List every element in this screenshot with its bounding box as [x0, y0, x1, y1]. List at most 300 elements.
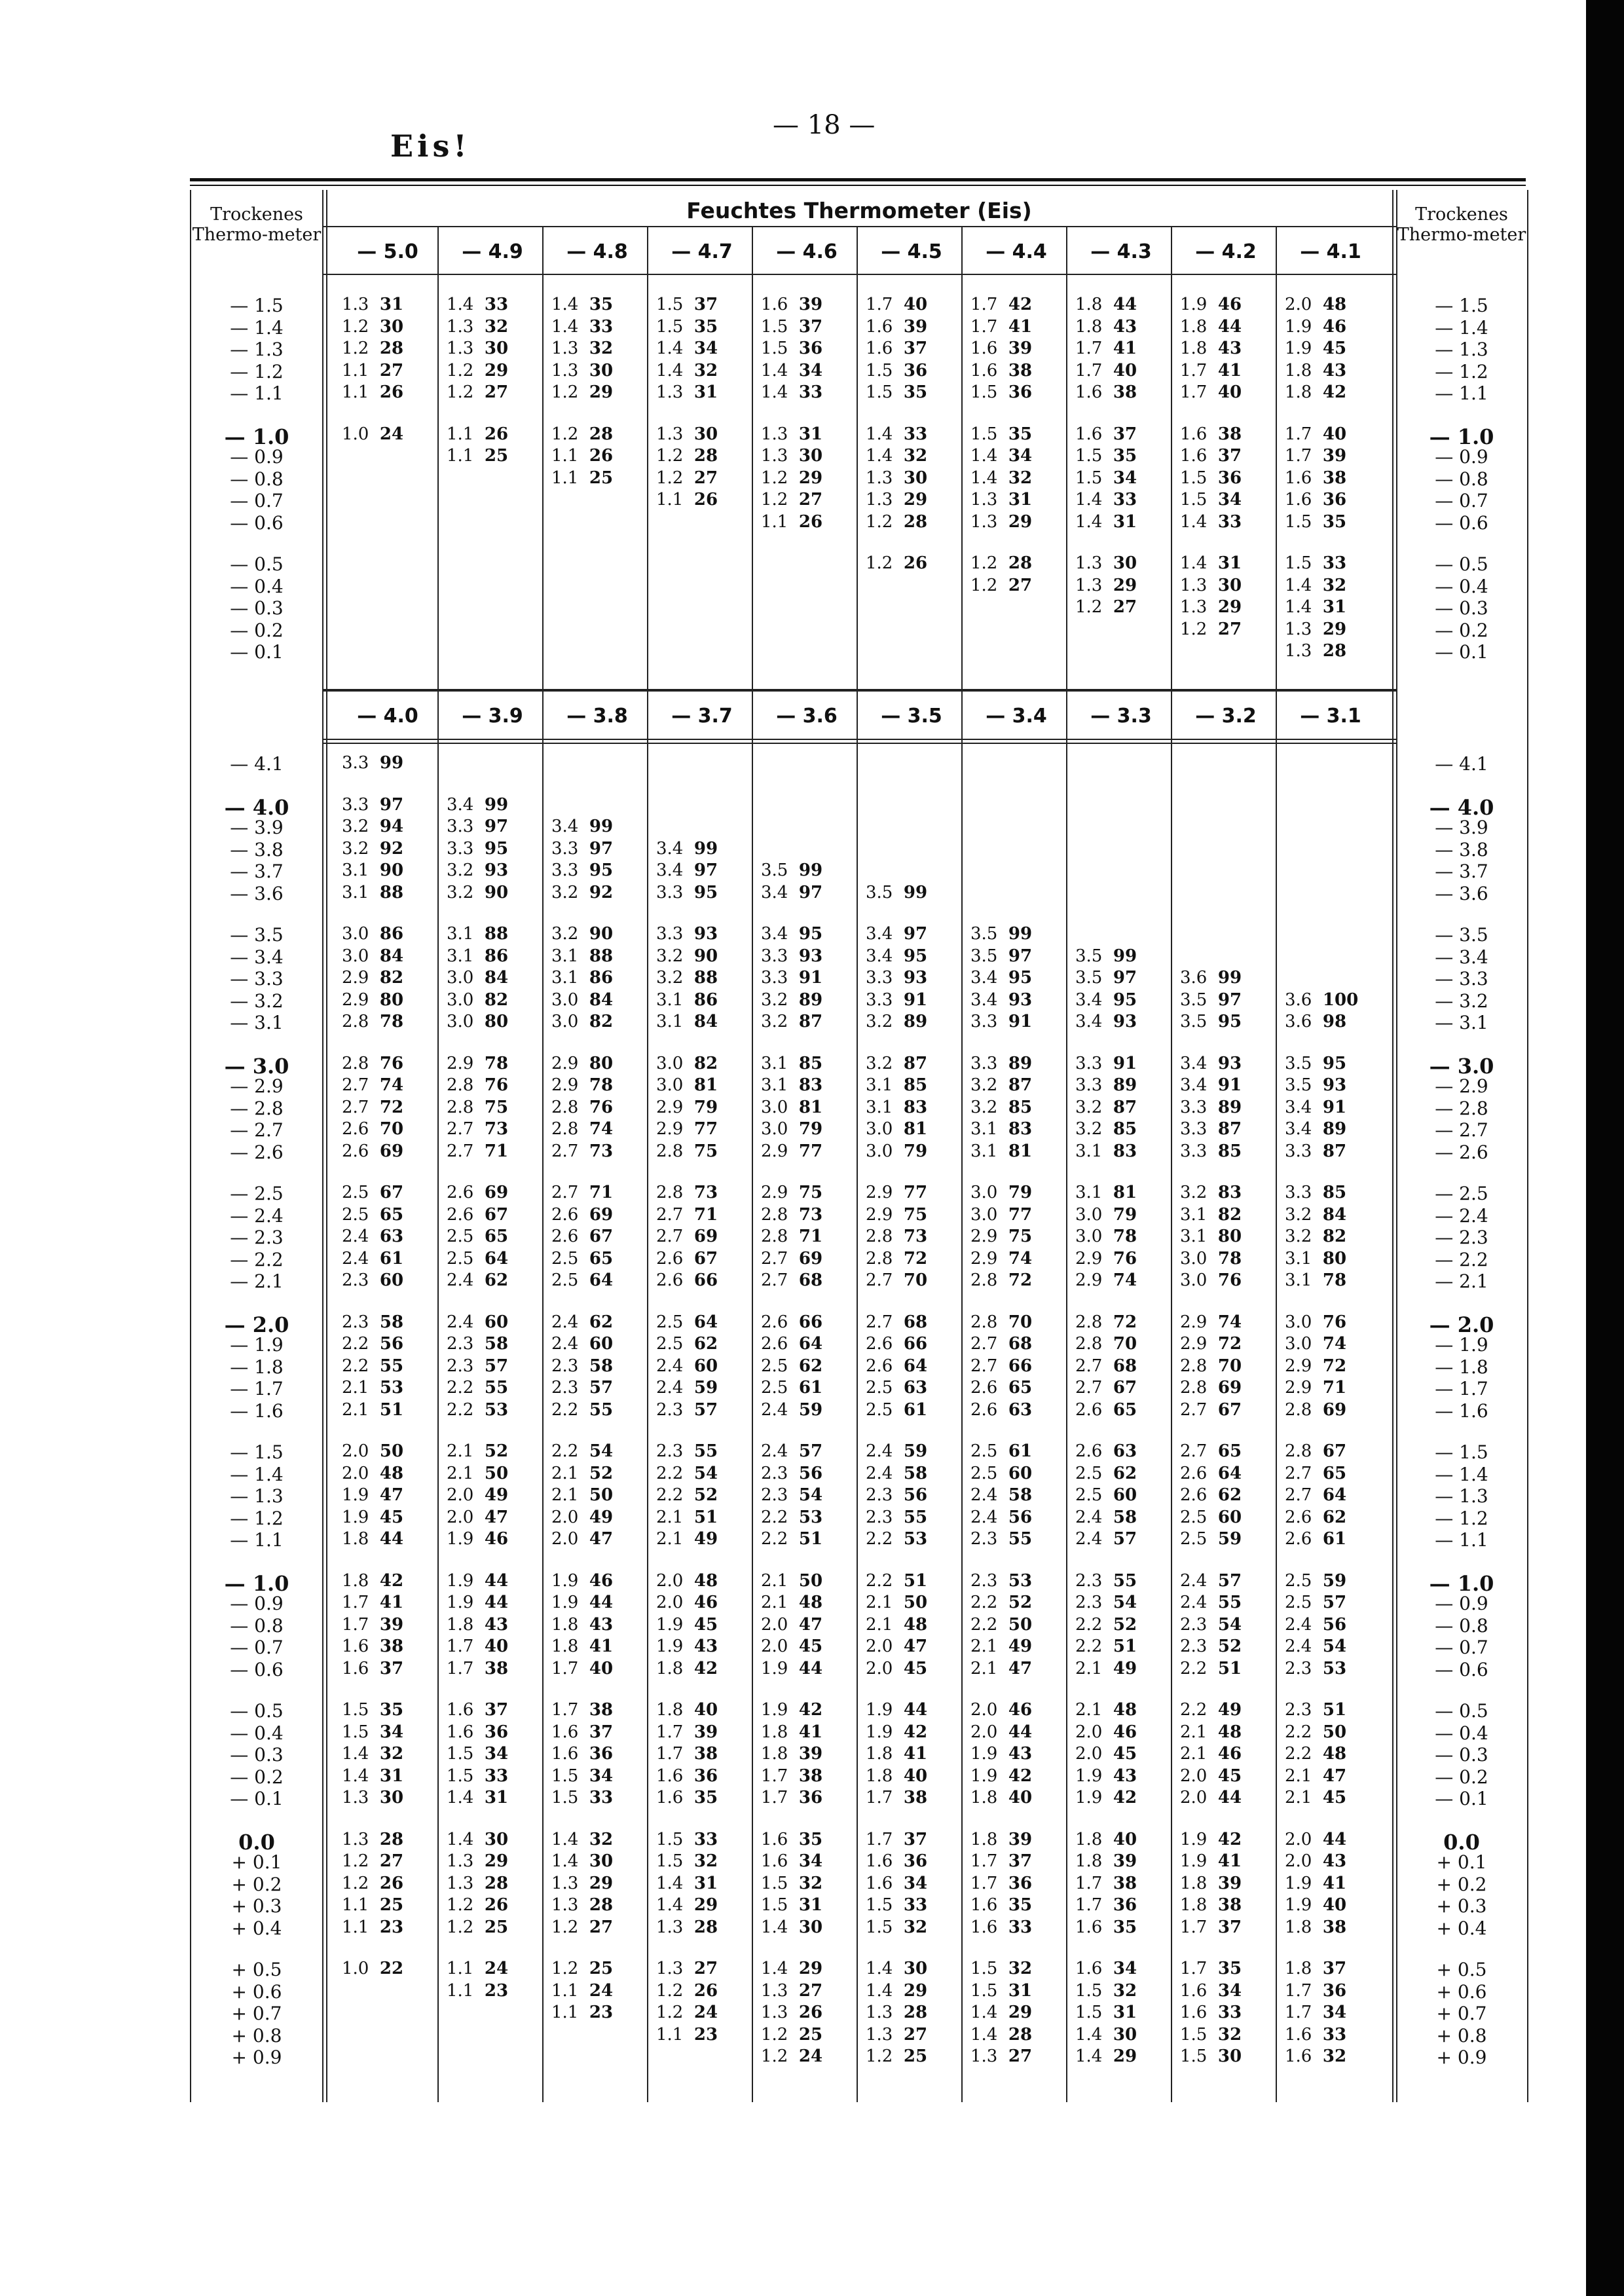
table-cell: [342, 1959, 403, 1978]
vapor-pressure: 1.4: [866, 1980, 904, 2001]
vapor-pressure: 1.8: [447, 1614, 485, 1635]
relative-humidity: 62: [589, 1312, 614, 1332]
table-cell: [1180, 1183, 1242, 1202]
vapor-pressure: 2.8: [447, 1097, 485, 1117]
relative-humidity: 78: [379, 1012, 404, 1031]
table-cell: [551, 1012, 613, 1031]
vapor-pressure: 2.8: [1285, 1399, 1323, 1420]
table-cell: [970, 1508, 1032, 1527]
vapor-pressure: 1.6: [1075, 1959, 1113, 1978]
table-cell: [866, 1700, 927, 1720]
relative-humidity: 32: [1008, 1959, 1033, 1978]
vapor-pressure: 2.8: [342, 1053, 380, 1073]
vapor-pressure: 1.5: [761, 1873, 799, 1893]
relative-humidity: 88: [693, 968, 718, 988]
table-cell: [1180, 1659, 1242, 1678]
relative-humidity: 69: [1217, 1378, 1242, 1398]
vapor-pressure: 2.1: [1180, 1722, 1218, 1742]
relative-humidity: 84: [379, 946, 404, 966]
relative-humidity: 50: [1322, 1722, 1347, 1742]
vapor-pressure: 2.3: [1180, 1614, 1218, 1635]
vapor-pressure: 2.2: [656, 1463, 694, 1483]
vapor-pressure: 1.5: [866, 1895, 904, 1915]
vapor-pressure: 1.1: [342, 1895, 380, 1915]
table-cell: [342, 883, 403, 902]
relative-humidity: 44: [1217, 1788, 1242, 1807]
relative-humidity: 29: [1113, 575, 1137, 595]
table-cell: [342, 1851, 403, 1871]
relative-humidity: 60: [484, 1312, 509, 1332]
table-cell: [866, 361, 927, 380]
vapor-pressure: 3.3: [1285, 1141, 1323, 1161]
dry-temp-label-right: — 2.7: [1435, 1119, 1488, 1141]
relative-humidity: 95: [589, 861, 614, 880]
dry-temp-label-right: — 0.5: [1435, 553, 1488, 575]
vapor-pressure: 3.3: [342, 794, 380, 815]
relative-humidity: 25: [484, 1917, 509, 1937]
relative-humidity: 48: [903, 1614, 928, 1635]
vapor-pressure: 2.7: [447, 1119, 485, 1139]
vapor-pressure: 2.3: [447, 1356, 485, 1376]
table-cell: [866, 1959, 927, 1978]
relative-humidity: 81: [1113, 1183, 1137, 1202]
relative-humidity: 25: [903, 2046, 928, 2066]
relative-humidity: 66: [903, 1334, 928, 1354]
relative-humidity: 82: [693, 1053, 718, 1073]
dry-temp-label-right: — 0.1: [1435, 1788, 1488, 1809]
vapor-pressure: 1.2: [866, 511, 904, 532]
table-cell: [342, 1312, 403, 1332]
vapor-pressure: 1.9: [447, 1529, 485, 1549]
table-cell: [1285, 1571, 1346, 1591]
vapor-pressure: 1.4: [866, 424, 904, 444]
table-cell: [551, 817, 613, 836]
dry-temp-label-right: — 3.4: [1435, 946, 1488, 968]
vapor-pressure: 1.4: [551, 1851, 589, 1871]
table-cell: [656, 1895, 718, 1915]
dry-temp-label: + 0.5: [231, 1959, 282, 1980]
vapor-pressure: 1.3: [447, 1873, 485, 1893]
table-cell: [1285, 1270, 1346, 1290]
vapor-pressure: 1.5: [551, 1788, 589, 1807]
table-cell: [551, 424, 613, 444]
relative-humidity: 34: [484, 1744, 509, 1764]
relative-humidity: 90: [484, 882, 509, 902]
dry-temp-label-right: — 1.2: [1435, 1507, 1488, 1529]
vapor-pressure: 1.6: [342, 1658, 380, 1678]
table-cell: [1285, 1441, 1346, 1461]
relative-humidity: 43: [1322, 1851, 1347, 1871]
vapor-pressure: 2.9: [1180, 1334, 1218, 1354]
vapor-pressure: 3.6: [1285, 990, 1323, 1010]
table-cell: [1180, 1400, 1242, 1420]
vapor-pressure: 2.3: [1180, 1637, 1218, 1656]
vapor-pressure: 2.9: [1075, 1270, 1113, 1290]
table-cell: [447, 883, 508, 902]
relative-humidity: 33: [1113, 490, 1137, 509]
relative-humidity: 28: [1008, 2024, 1033, 2045]
relative-humidity: 36: [903, 360, 928, 380]
table-cell: [551, 1766, 613, 1786]
relative-humidity: 27: [379, 1851, 404, 1871]
table-cell: [342, 1075, 403, 1095]
vapor-pressure: 2.0: [656, 1593, 694, 1612]
table-cell: [342, 1012, 403, 1031]
vapor-pressure: 1.9: [1285, 1895, 1323, 1915]
table-cell: [342, 1917, 403, 1937]
table-cell: [342, 317, 403, 337]
relative-humidity: 32: [1113, 1980, 1137, 2001]
relative-humidity: 55: [1217, 1593, 1242, 1612]
relative-humidity: 78: [589, 1075, 614, 1095]
table-cell: [656, 1874, 718, 1893]
table-cell: [342, 1830, 403, 1849]
table-cell: [342, 1485, 403, 1505]
vapor-pressure: 3.3: [551, 861, 589, 880]
dry-temp-label-right: — 0.9: [1435, 446, 1488, 468]
table-cell: [656, 1722, 718, 1742]
vapor-pressure: 1.1: [342, 382, 380, 402]
table-cell: [447, 1593, 508, 1612]
vapor-pressure: 3.3: [1075, 1053, 1113, 1073]
relative-humidity: 40: [484, 1637, 509, 1656]
relative-humidity: 70: [1113, 1334, 1137, 1354]
vapor-pressure: 3.4: [656, 838, 694, 859]
table-cell: [970, 1119, 1032, 1139]
table-cell: [551, 883, 613, 902]
relative-humidity: 87: [1113, 1097, 1137, 1117]
vapor-pressure: 1.2: [970, 553, 1008, 573]
table-cell: [447, 1075, 508, 1095]
table-cell: [970, 1766, 1032, 1786]
vapor-pressure: 1.3: [342, 295, 380, 314]
vapor-pressure: 2.6: [447, 1204, 485, 1225]
relative-humidity: 81: [903, 1119, 928, 1139]
vapor-pressure: 2.3: [761, 1463, 799, 1483]
dry-temp-label-right: — 0.4: [1435, 1722, 1488, 1744]
vapor-pressure: 2.4: [342, 1227, 380, 1246]
table-cell: [866, 2025, 927, 2045]
table-cell: [866, 512, 927, 532]
vapor-pressure: 1.1: [656, 2024, 694, 2045]
relative-humidity: 29: [1008, 511, 1033, 532]
relative-humidity: 69: [798, 1248, 823, 1268]
vapor-pressure: 1.6: [1180, 424, 1218, 444]
relative-humidity: 90: [589, 924, 614, 944]
table-cell: [761, 1400, 822, 1420]
table-cell: [342, 1270, 403, 1290]
table-cell: [1075, 1012, 1137, 1031]
table-cell: [970, 1356, 1032, 1376]
table-cell: [342, 817, 403, 836]
table-cell: [447, 1485, 508, 1505]
vapor-pressure: 1.8: [551, 1614, 589, 1635]
vapor-pressure: 1.6: [866, 1873, 904, 1893]
table-cell: [342, 753, 403, 773]
vapor-pressure: 3.3: [1075, 1075, 1113, 1095]
relative-humidity: 87: [798, 1012, 823, 1031]
table-cell: [551, 1312, 613, 1332]
table-cell: [1285, 1098, 1346, 1117]
dry-temp-label-right: — 1.4: [1435, 1463, 1488, 1485]
table-cell: [970, 490, 1032, 509]
vapor-pressure: 1.3: [447, 1851, 485, 1871]
relative-humidity: 51: [693, 1507, 718, 1527]
table-cell: [342, 795, 403, 815]
vapor-pressure: 3.0: [551, 990, 589, 1010]
table-cell: [1180, 1981, 1242, 2001]
table-cell: [551, 1075, 613, 1095]
relative-humidity: 63: [903, 1378, 928, 1398]
table-cell: [970, 1485, 1032, 1505]
vapor-pressure: 2.7: [1285, 1463, 1323, 1483]
dry-temp-label-right: — 3.2: [1435, 990, 1488, 1012]
relative-humidity: 51: [1217, 1658, 1242, 1678]
wet-temp-header: — 4.3: [1090, 240, 1152, 263]
vapor-pressure: 1.6: [970, 1895, 1008, 1915]
table-cell: [866, 1744, 927, 1764]
table-cell: [1285, 1312, 1346, 1332]
table-cell: [342, 1508, 403, 1527]
relative-humidity: 29: [484, 360, 509, 380]
relative-humidity: 39: [798, 1744, 823, 1764]
table-cell: [970, 2003, 1032, 2022]
table-cell: [970, 1851, 1032, 1871]
relative-humidity: 91: [1113, 1053, 1137, 1073]
table-cell: [866, 1788, 927, 1807]
table-cell: [1285, 1249, 1346, 1268]
vapor-pressure: 1.2: [447, 382, 485, 402]
relative-humidity: 57: [798, 1441, 823, 1461]
table-cell: [656, 1508, 718, 1527]
header-divider: [322, 226, 1396, 227]
table-cell: [1285, 1334, 1346, 1354]
table-cell: [761, 1464, 822, 1483]
vapor-pressure: 1.7: [1075, 360, 1113, 380]
table-cell: [970, 946, 1032, 966]
relative-humidity: 56: [1322, 1614, 1347, 1635]
vapor-pressure: 1.7: [447, 1637, 485, 1656]
table-cell: [1075, 1441, 1137, 1461]
table-cell: [342, 361, 403, 380]
table-cell: [761, 295, 822, 314]
relative-humidity: 91: [798, 968, 823, 988]
vapor-pressure: 2.3: [1075, 1593, 1113, 1612]
relative-humidity: 93: [903, 968, 928, 988]
table-cell: [656, 339, 718, 358]
table-cell: [1180, 1788, 1242, 1807]
vapor-pressure: 1.6: [447, 1722, 485, 1742]
relative-humidity: 27: [903, 2024, 928, 2045]
table-cell: [551, 1593, 613, 1612]
relative-humidity: 89: [798, 990, 823, 1010]
relative-humidity: 89: [1113, 1075, 1137, 1095]
table-cell: [447, 1659, 508, 1678]
table-cell: [1285, 641, 1346, 661]
relative-humidity: 31: [1113, 511, 1137, 532]
table-cell: [342, 1571, 403, 1591]
vapor-pressure: 1.2: [761, 2024, 799, 2045]
relative-humidity: 81: [1008, 1141, 1033, 1161]
dry-temp-label-right: — 1.7: [1435, 1378, 1488, 1399]
relative-humidity: 27: [484, 382, 509, 402]
vapor-pressure: 2.1: [866, 1614, 904, 1635]
dry-temp-label-right: — 2.6: [1435, 1141, 1488, 1163]
vapor-pressure: 2.7: [1180, 1399, 1218, 1420]
relative-humidity: 54: [589, 1441, 614, 1461]
table-cell: [1075, 1744, 1137, 1764]
vapor-pressure: 1.9: [970, 1744, 1008, 1764]
vapor-pressure: 1.3: [970, 490, 1008, 509]
table-cell: [970, 1249, 1032, 1268]
relative-humidity: 26: [798, 2003, 823, 2022]
vapor-pressure: 2.1: [656, 1529, 694, 1549]
vapor-pressure: 2.9: [656, 1097, 694, 1117]
table-cell: [1075, 1141, 1137, 1161]
dry-temp-label-right: — 1.0: [1429, 1570, 1494, 1596]
relative-humidity: 88: [379, 882, 404, 902]
table-cell: [551, 1098, 613, 1117]
vapor-pressure: 3.3: [1180, 1119, 1218, 1139]
relative-humidity: 95: [484, 838, 509, 859]
dry-temp-label-right: — 0.4: [1435, 575, 1488, 597]
relative-humidity: 28: [484, 1873, 509, 1893]
relative-humidity: 85: [1217, 1141, 1242, 1161]
relative-humidity: 81: [693, 1075, 718, 1095]
vapor-pressure: 3.4: [1075, 990, 1113, 1010]
relative-humidity: 26: [589, 446, 614, 466]
relative-humidity: 30: [484, 339, 509, 358]
vapor-pressure: 3.3: [342, 753, 380, 773]
vapor-pressure: 1.3: [447, 339, 485, 358]
relative-humidity: 52: [1113, 1614, 1137, 1635]
dry-temp-label-right: — 1.8: [1435, 1356, 1488, 1378]
relative-humidity: 35: [1113, 446, 1137, 466]
relative-humidity: 64: [798, 1334, 823, 1354]
vapor-pressure: 2.7: [656, 1227, 694, 1246]
wet-temp-header: — 3.6: [776, 705, 838, 728]
table-cell: [1075, 1895, 1137, 1915]
table-cell: [342, 1378, 403, 1398]
table-cell: [447, 839, 508, 859]
vapor-pressure: 2.0: [342, 1441, 380, 1461]
relative-humidity: 74: [1008, 1248, 1033, 1268]
vapor-pressure: 1.3: [1180, 597, 1218, 617]
table-cell: [970, 990, 1032, 1010]
vapor-pressure: 2.1: [342, 1378, 380, 1398]
vapor-pressure: 3.4: [551, 817, 589, 836]
table-cell: [866, 1378, 927, 1398]
vapor-pressure: 2.2: [1285, 1744, 1323, 1764]
vapor-pressure: 1.5: [656, 1851, 694, 1871]
table-cell: [761, 968, 822, 988]
relative-humidity: 61: [798, 1378, 823, 1398]
vapor-pressure: 3.3: [656, 882, 694, 902]
vapor-pressure: 2.1: [866, 1593, 904, 1612]
table-cell: [551, 1571, 613, 1591]
vapor-pressure: 1.1: [761, 511, 799, 532]
vapor-pressure: 1.7: [970, 1851, 1008, 1871]
relative-humidity: 54: [1322, 1637, 1347, 1656]
vapor-pressure: 2.9: [761, 1141, 799, 1161]
vapor-pressure: 3.1: [1075, 1183, 1113, 1202]
table-cell: [761, 1571, 822, 1591]
vapor-pressure: 2.5: [551, 1248, 589, 1268]
relative-humidity: 59: [1217, 1529, 1242, 1549]
table-cell: [866, 1205, 927, 1225]
vapor-pressure: 1.4: [656, 1895, 694, 1915]
vapor-pressure: 2.8: [761, 1227, 799, 1246]
vapor-pressure: 2.9: [970, 1227, 1008, 1246]
vapor-pressure: 2.1: [447, 1441, 485, 1461]
wet-column-divider: [1171, 692, 1172, 2102]
relative-humidity: 36: [1008, 1873, 1033, 1893]
table-cell: [1180, 1722, 1242, 1742]
table-cell: [970, 317, 1032, 337]
vapor-pressure: 2.7: [866, 1270, 904, 1290]
relative-humidity: 76: [484, 1075, 509, 1095]
table-cell: [761, 1766, 822, 1786]
vapor-pressure: 2.8: [551, 1097, 589, 1117]
table-cell: [551, 1334, 613, 1354]
dry-temp-label: — 3.1: [230, 1012, 284, 1033]
relative-humidity: 30: [798, 1917, 823, 1937]
vapor-pressure: 1.4: [342, 1744, 380, 1764]
table-cell: [1285, 468, 1346, 488]
relative-humidity: 67: [1322, 1441, 1347, 1461]
table-cell: [447, 295, 508, 314]
vapor-pressure: 3.5: [866, 882, 904, 902]
relative-humidity: 74: [589, 1119, 614, 1139]
vapor-pressure: 2.5: [866, 1378, 904, 1398]
relative-humidity: 28: [1322, 641, 1347, 661]
vapor-pressure: 1.7: [1285, 2003, 1323, 2022]
vapor-pressure: 1.2: [656, 2003, 694, 2022]
relative-humidity: 99: [798, 861, 823, 880]
vapor-pressure: 2.1: [1075, 1658, 1113, 1678]
table-cell: [761, 1637, 822, 1656]
vapor-pressure: 2.4: [970, 1507, 1008, 1527]
table-cell: [447, 1141, 508, 1161]
relative-humidity: 90: [379, 861, 404, 880]
table-cell: [1180, 1464, 1242, 1483]
relative-humidity: 51: [1113, 1637, 1137, 1656]
vapor-pressure: 2.4: [447, 1270, 485, 1290]
table-cell: [761, 1722, 822, 1742]
vapor-pressure: 1.1: [447, 424, 485, 444]
vapor-pressure: 2.1: [1180, 1744, 1218, 1764]
wet-column-divider: [647, 227, 648, 689]
relative-humidity: 37: [1008, 1851, 1033, 1871]
relative-humidity: 45: [903, 1658, 928, 1678]
relative-humidity: 70: [1008, 1312, 1033, 1332]
vapor-pressure: 1.9: [447, 1570, 485, 1591]
vapor-pressure: 2.9: [551, 1075, 589, 1095]
vapor-pressure: 1.6: [1075, 382, 1113, 402]
table-cell: [1075, 1571, 1137, 1591]
table-cell: [761, 946, 822, 966]
relative-humidity: 57: [693, 1399, 718, 1420]
relative-humidity: 29: [1113, 2046, 1137, 2066]
dry-temp-label-right: — 0.6: [1435, 1658, 1488, 1680]
table-cell: [551, 446, 613, 466]
relative-humidity: 34: [798, 1851, 823, 1871]
relative-humidity: 42: [1322, 382, 1347, 402]
dry-temp-label: — 0.8: [230, 1614, 284, 1637]
table-cell: [1180, 361, 1242, 380]
relative-humidity: 79: [1008, 1183, 1033, 1202]
relative-humidity: 82: [1322, 1227, 1347, 1246]
